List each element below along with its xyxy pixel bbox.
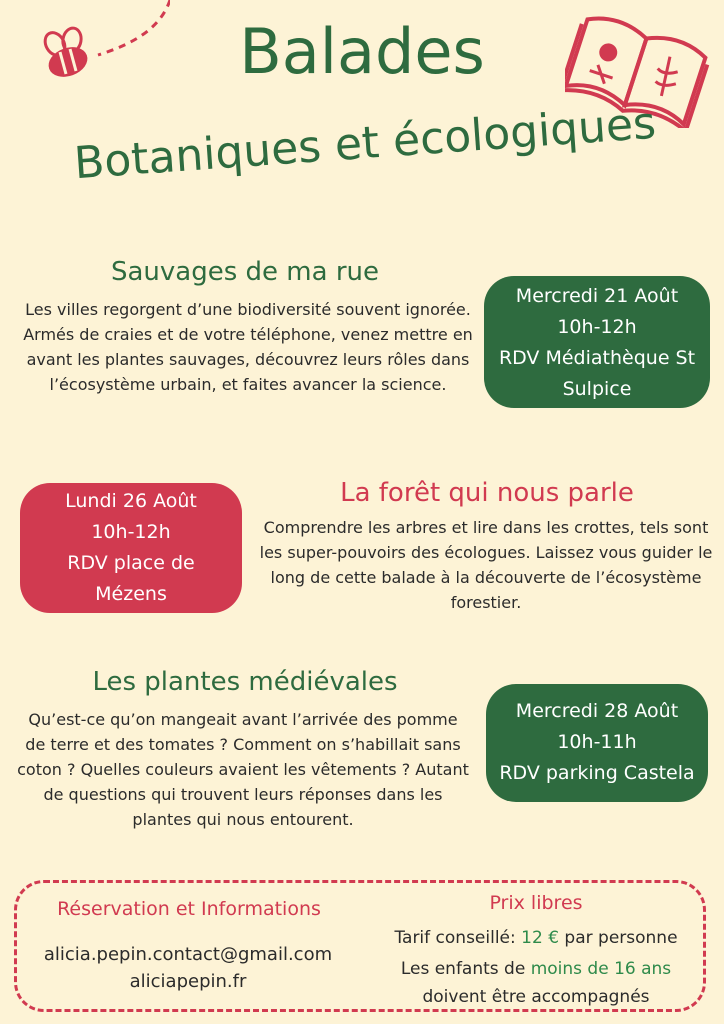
- event-1-time: 10h-12h: [557, 316, 637, 338]
- event-1-info-box: [484, 276, 710, 408]
- event-3-date: Mercredi 28 Août: [515, 700, 679, 722]
- contact-website[interactable]: aliciapepin.fr: [129, 971, 247, 992]
- event-1-title: Sauvages de ma rue: [111, 257, 379, 287]
- event-3-info-box: [486, 684, 708, 802]
- reservation-title: Réservation et Informations: [57, 898, 321, 920]
- page-title: Balades: [239, 15, 485, 88]
- event-2-description: Comprendre les arbres et lire dans les crottes, tels sont les super-pouvoirs des écologues. Laissez vous guider le long de cette balade à la découverte de l’écosystème forestier.: [259, 518, 713, 612]
- event-1-place: RDV Médiathèque St Sulpice: [498, 347, 696, 400]
- price-title: Prix libres: [489, 892, 583, 914]
- children-line: [360, 955, 712, 1011]
- event-1-date: Mercredi 21 Août: [515, 285, 679, 307]
- contact-email[interactable]: alicia.pepin.contact@gmail.com: [43, 944, 333, 965]
- event-2-title: La forêt qui nous parle: [340, 478, 634, 508]
- event-2-place: RDV place de Mézens: [67, 552, 195, 605]
- event-3-title: Les plantes médiévales: [92, 667, 398, 697]
- children-suffix: doivent être accompagnés: [422, 987, 650, 1007]
- event-2-info-box: [20, 483, 242, 613]
- tarif-prefix: Tarif conseillé:: [394, 928, 516, 948]
- tarif-amount: 12 €: [521, 928, 560, 948]
- event-3-time: 10h-11h: [557, 731, 637, 753]
- children-prefix: Les enfants de: [400, 959, 526, 979]
- page-subtitle: Botaniques et écologiques: [72, 97, 658, 190]
- tarif-suffix: par personne: [564, 928, 678, 948]
- tarif-line: [360, 925, 712, 951]
- event-2-time: 10h-12h: [91, 521, 171, 543]
- children-age: moins de 16 ans: [530, 959, 672, 979]
- event-2-date: Lundi 26 Août: [65, 490, 197, 512]
- event-3-place: RDV parking Castela: [499, 762, 695, 784]
- event-3-description: Qu’est-ce qu’on mangeait avant l’arrivée des pomme de terre et des tomates ? Comment on s’habillait sans coton ? Quelles couleurs avaient les vêtements ? Autant de questions qui trouvent leurs réponses dans les plantes qui nous entourent.: [17, 710, 469, 829]
- event-1-description: Les villes regorgent d’une biodiversité souvent ignorée. Armés de craies et de votre téléphone, venez mettre en avant les plantes sauvages, découvrez leurs rôles dans l’écosystème urbain, et faites avancer la science.: [23, 300, 473, 394]
